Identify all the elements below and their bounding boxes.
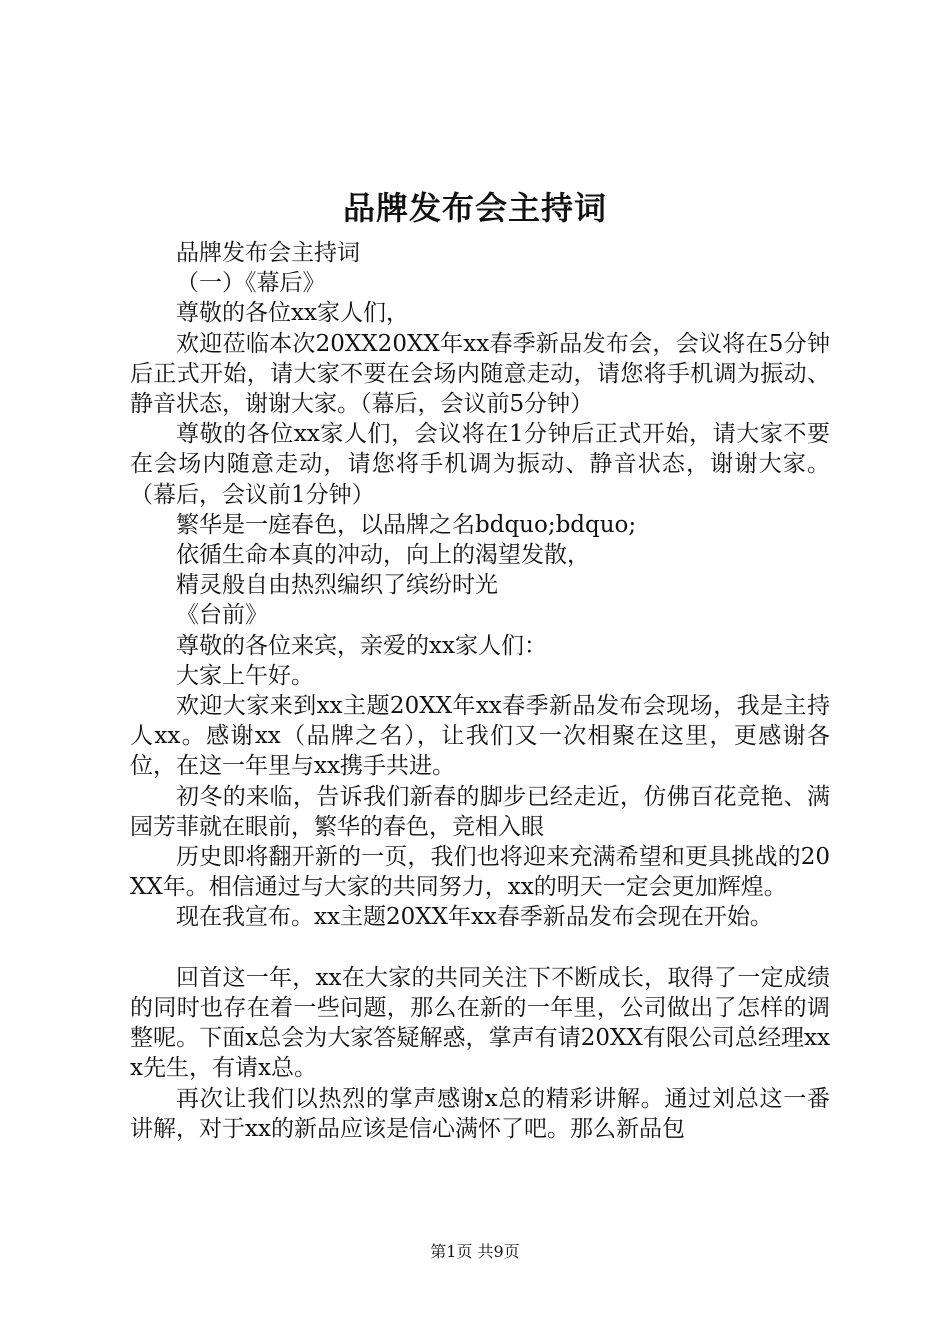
paragraph-verse-2: 依循生命本真的冲动，向上的渴望发散， xyxy=(176,542,590,569)
paragraph-thanks: 再次让我们以热烈的掌声感谢x总的精彩讲解。通过刘总这一番讲解，对于xx的新品应该是信心满怀了吧。那么新品包 xyxy=(130,1085,830,1142)
paragraph-greeting: 尊敬的各位xx家人们， xyxy=(176,300,409,327)
paragraph-section-backstage: （一）《幕后》 xyxy=(176,270,326,297)
paragraph-new-page: 历史即将翻开新的一页，我们也将迎来充满希望和更具挑战的20XX年。相信通过与大家的共同努力，xx的明天一定会更加辉煌。 xyxy=(130,844,830,901)
document-body xyxy=(130,238,830,1144)
paragraph-announce-start: 现在我宣布。xx主题20XX年xx春季新品发布会现在开始。 xyxy=(176,904,773,931)
paragraph-subtitle: 品牌发布会主持词 xyxy=(176,240,360,266)
paragraph-good-morning: 大家上午好。 xyxy=(176,662,314,689)
document-title: 品牌发布会主持词 xyxy=(342,189,607,227)
blank-line xyxy=(130,933,830,963)
paragraph-section-stage: 《台前》 xyxy=(176,602,268,629)
paragraph-early-winter: 初冬的来临，告诉我们新春的脚步已经走近，仿佛百花竞艳、满园芳菲就在眼前，繁华的春色，竞相入眼 xyxy=(130,783,830,840)
paragraph-year-review: 回首这一年，xx在大家的共同关注下不断成长，取得了一定成绩的同时也存在着一些问题，那么在新的一年里，公司做出了怎样的调整呢。下面x总会为大家答疑解惑，掌声有请20XX有限公司总经理xxx先生，有请x总。 xyxy=(130,964,830,1082)
paragraph-reminder-1min: 尊敬的各位xx家人们，会议将在1分钟后正式开始，请大家不要在会场内随意走动，请您将手机调为振动、静音状态，谢谢大家。（幕后，会议前1分钟） xyxy=(130,421,830,508)
paragraph-host-intro: 欢迎大家来到xx主题20XX年xx春季新品发布会现场，我是主持人xx。感谢xx（品牌之名），让我们又一次相聚在这里，更感谢各位，在这一年里与xx携手共进。 xyxy=(130,693,830,780)
page-footer: 第1页 共9页 xyxy=(430,1242,520,1261)
paragraph-guest-greeting: 尊敬的各位来宾，亲爱的xx家人们： xyxy=(176,632,547,659)
paragraph-verse-1: 繁华是一庭春色，以品牌之名bdquo;bdquo; xyxy=(176,511,637,538)
paragraph-verse-3: 精灵般自由热烈编织了缤纷时光 xyxy=(176,572,498,599)
paragraph-welcome-5min: 欢迎莅临本次20XX20XX年xx春季新品发布会，会议将在5分钟后正式开始，请大家不要在会场内随意走动，请您将手机调为振动、静音状态，谢谢大家。（幕后，会议前5分钟） xyxy=(130,330,830,418)
